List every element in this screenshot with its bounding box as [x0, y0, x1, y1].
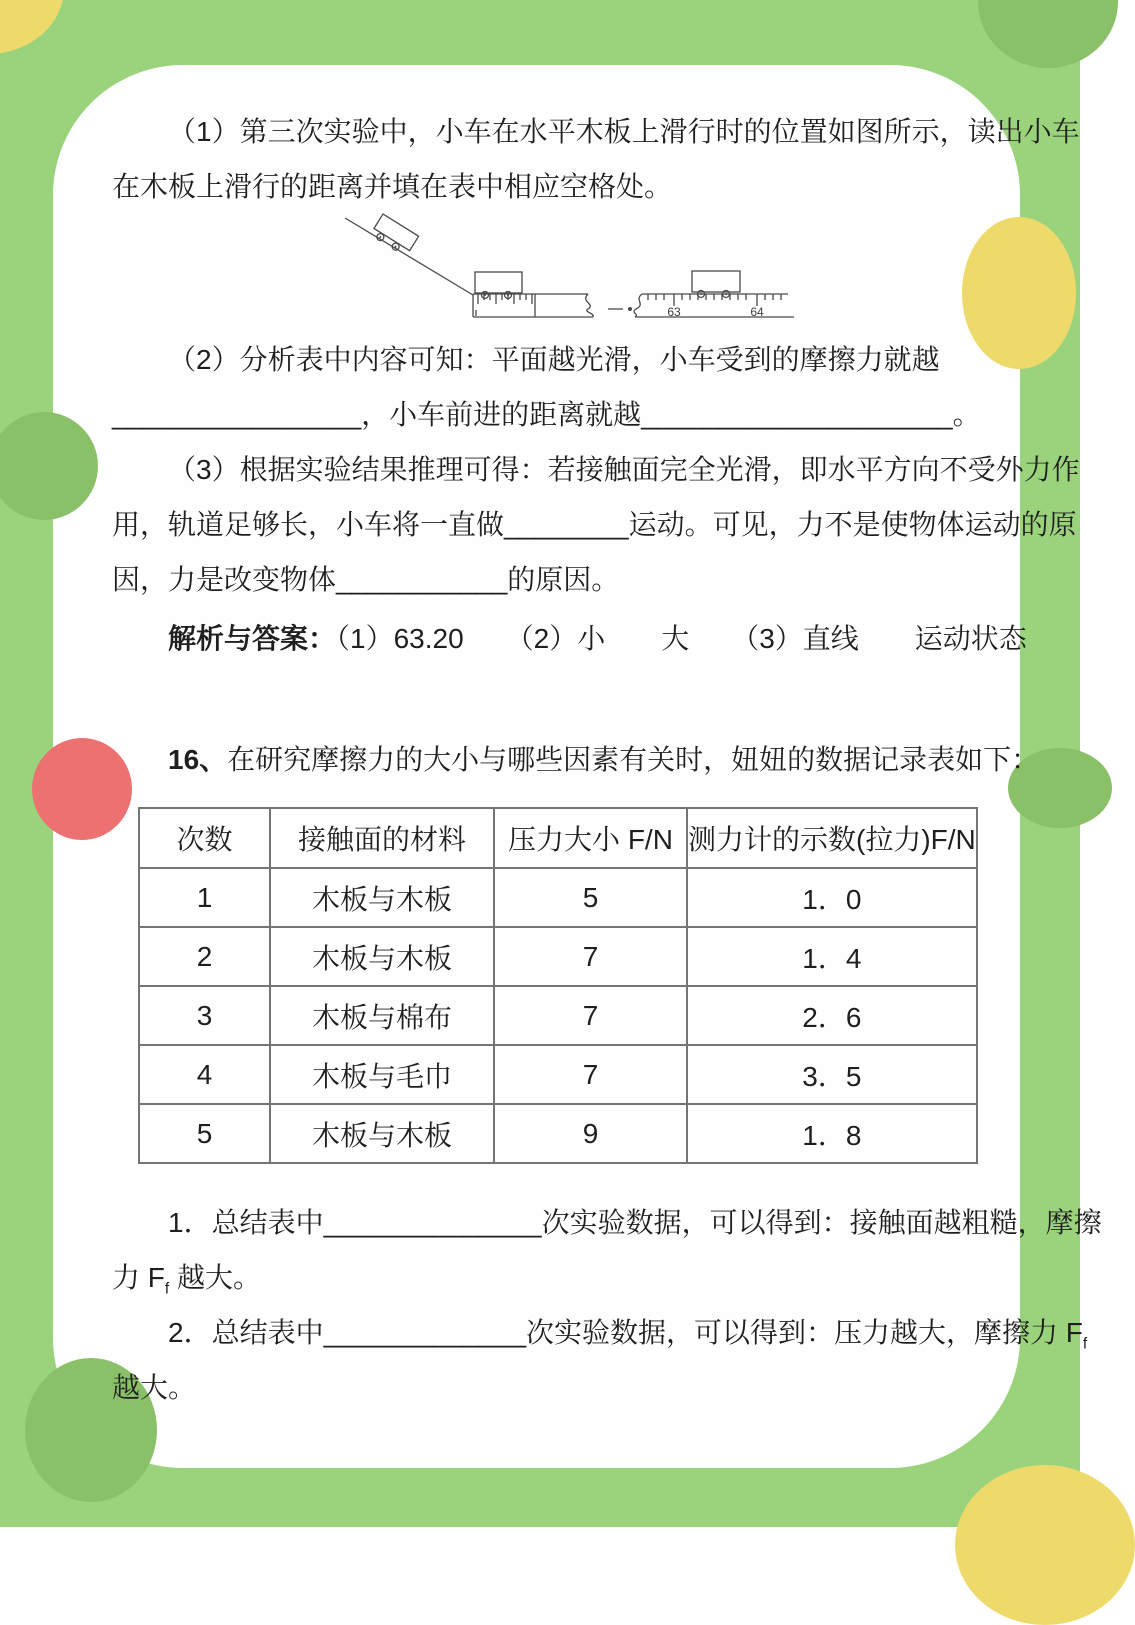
experiment-figure	[112, 214, 1004, 332]
table-cell: 木板与木板	[270, 1104, 494, 1163]
table-header-row	[139, 808, 977, 868]
table-header-pressure: 压力大小 F/N	[494, 808, 687, 868]
q15-part3-line2: 用，轨道足够长，小车将一直做________运动。可见，力不是使物体运动的原	[112, 509, 1077, 540]
table-cell: 5	[139, 1104, 270, 1163]
table-row	[139, 986, 977, 1045]
board-break-edge	[586, 294, 594, 317]
ruler-left	[473, 294, 593, 317]
decor-circle-top-right-green	[978, 0, 1118, 68]
q16-sub2-line2: 越大。	[112, 1372, 197, 1403]
table-row	[139, 1104, 977, 1163]
friction-data-table	[138, 807, 978, 1164]
table-cell: 木板与棉布	[270, 986, 494, 1045]
sub1-subscript: f	[164, 1280, 170, 1298]
table-header-material: 接触面的材料	[270, 808, 494, 868]
q16-sub1-line1: 1．总结表中______________次实验数据，可以得到：接触面越粗糙，摩擦	[168, 1207, 1102, 1238]
experiment-diagram	[330, 214, 810, 330]
worksheet-content	[112, 104, 1102, 1415]
break-mark	[608, 307, 632, 311]
table-cell: 7	[494, 1045, 687, 1104]
q15-answer-line	[112, 611, 1027, 666]
table-cell: 7	[494, 927, 687, 986]
ruler-label-64: 64	[750, 305, 764, 319]
table-cell: 7	[494, 986, 687, 1045]
table-cell: 1	[139, 868, 270, 927]
q15-part3-line1: （3）根据实验结果推理可得：若接触面完全光滑，即水平方向不受外力作	[168, 454, 1080, 485]
decor-circle-bottom-right-yellow	[955, 1465, 1135, 1625]
table-cell: 9	[494, 1104, 687, 1163]
answer-text: （1）63.20 （2）小 大 （3）直线 运动状态	[336, 623, 1027, 654]
decor-circle-top-left-yellow	[0, 0, 64, 54]
table-cell: 木板与木板	[270, 868, 494, 927]
table-cell: 2．6	[687, 986, 977, 1045]
table-cell: 木板与毛巾	[270, 1045, 494, 1104]
q16-number: 16、	[168, 744, 228, 775]
table-header-gauge: 测力计的示数(拉力)F/N	[687, 808, 977, 868]
q16-intro-text: 在研究摩擦力的大小与哪些因素有关时，妞妞的数据记录表如下：	[227, 744, 1040, 775]
ruler-right	[634, 294, 794, 319]
ruler-label-63: 63	[667, 305, 681, 319]
q15-part1-line2: 在木板上滑行的距离并填在表中相应空格处。	[112, 171, 673, 202]
table-header-trial: 次数	[139, 808, 270, 868]
table-row	[139, 1045, 977, 1104]
table-cell: 5	[494, 868, 687, 927]
q15-part1-line1: （1）第三次实验中，小车在水平木板上滑行时的位置如图所示，读出小车	[168, 116, 1080, 147]
table-cell: 木板与木板	[270, 927, 494, 986]
sub1-suffix: 越大。	[169, 1262, 261, 1293]
table-row	[139, 868, 977, 927]
q15-part2-line2: ________________，小车前进的距离就越____________________。	[112, 399, 981, 430]
q16-sub1-line2	[112, 1250, 1004, 1305]
table-cell: 2	[139, 927, 270, 986]
answer-label: 解析与答案：	[168, 623, 337, 654]
q15-part2-line1: （2）分析表中内容可知：平面越光滑，小车受到的摩擦力就越	[168, 344, 940, 375]
table-cell: 1．8	[687, 1104, 977, 1163]
table-cell: 1．0	[687, 868, 977, 927]
q16-sub2-line1	[112, 1305, 1088, 1360]
sub2-prefix: 2．总结表中_____________次实验数据，可以得到：压力越大，摩擦力 F	[168, 1317, 1083, 1348]
table-cell: 3	[139, 986, 270, 1045]
q15-part3-line3: 因，力是改变物体___________的原因。	[112, 564, 620, 595]
q16-intro-line	[112, 732, 1040, 787]
cart-on-ramp-icon	[370, 214, 419, 257]
table-cell: 3．5	[687, 1045, 977, 1104]
table-row	[139, 927, 977, 986]
table-cell: 4	[139, 1045, 270, 1104]
table-cell: 1．4	[687, 927, 977, 986]
sub1-prefix: 力 F	[112, 1262, 165, 1293]
sub2-subscript: f	[1082, 1335, 1088, 1353]
